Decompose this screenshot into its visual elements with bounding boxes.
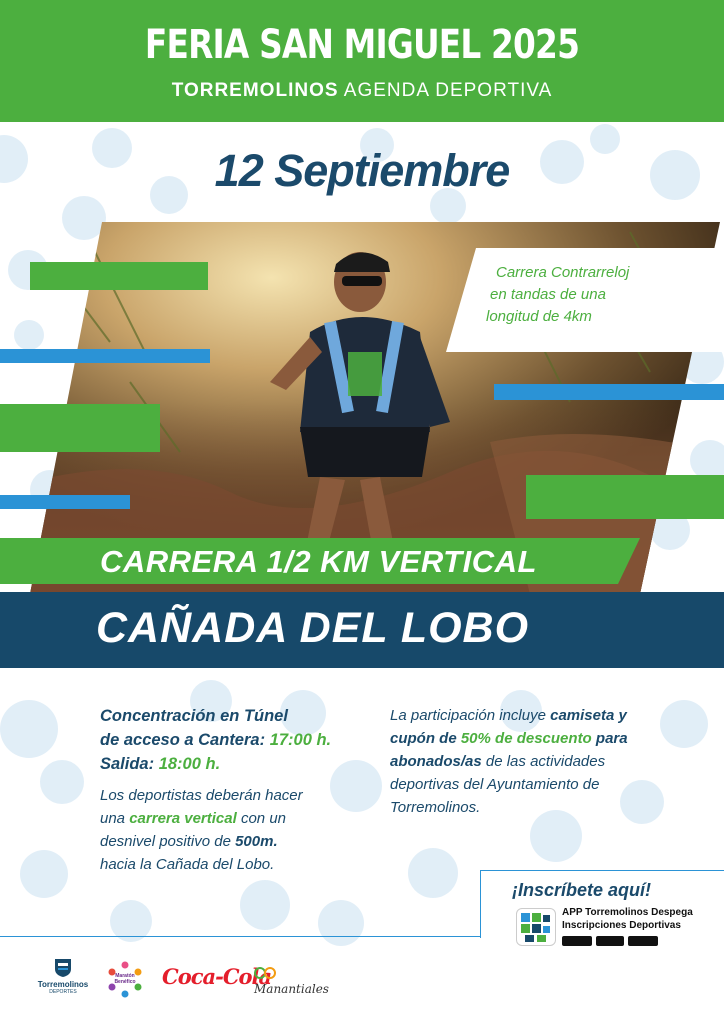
part-bold: abonados/as: [390, 753, 482, 770]
meeting-line-2: [100, 728, 380, 752]
part-bold: para: [595, 730, 628, 747]
signup-title[interactable]: ¡Inscríbete aquí!: [512, 880, 652, 900]
stripe-blue-2: [0, 495, 130, 509]
part-line-1: [390, 704, 690, 727]
meeting-schedule: [100, 704, 380, 776]
leaf-icon: [252, 964, 282, 982]
part-bold: cupón de: [390, 730, 457, 747]
torremolinos-logo-text: Torremolinos: [37, 980, 89, 989]
maraton-logo-text: Maratón Benéfico: [114, 973, 136, 985]
place-title: CAÑADA DEL LOBO: [96, 604, 530, 652]
event-title: FERIA SAN MIGUEL 2025: [144, 22, 580, 68]
app-logo-icon[interactable]: [516, 908, 556, 946]
part-line-2: [390, 727, 690, 750]
torremolinos-deportes-logo: [34, 958, 92, 995]
manantiales-logo: [252, 964, 329, 996]
desc-line-1: Los deportistas deberán hacer: [100, 787, 303, 804]
desc-line-2: [100, 807, 380, 830]
event-subtitle: [0, 80, 724, 102]
note-line-1: Carrera Contrarreloj: [496, 264, 630, 281]
coca-cola-logo: Coca-Cola: [162, 964, 272, 989]
participation-info: [390, 704, 690, 819]
race-description: [100, 784, 380, 876]
torremolinos-logo-sub: DEPORTES: [49, 989, 77, 995]
manantiales-logo-text: Manantiales: [254, 982, 329, 996]
part-text: de las actividades: [485, 753, 606, 770]
note-line-3: longitud de 4km: [486, 308, 592, 325]
part-line-3: [390, 750, 690, 773]
meeting-time: 17:00 h.: [269, 731, 332, 749]
app-store-badge[interactable]: [596, 936, 624, 946]
subtitle-city: TORREMOLINOS: [171, 80, 339, 101]
stripe-blue-1: [0, 349, 210, 363]
note-line-2: en tandas de una: [490, 286, 606, 303]
stripe-blue-3: [494, 384, 724, 400]
race-title: CARRERA 1/2 KM VERTICAL: [100, 544, 537, 579]
meeting-line-1: Concentración en Túnel: [100, 707, 288, 725]
event-date: 12 Septiembre: [214, 145, 510, 196]
start-time: 18:00 h.: [158, 755, 221, 773]
stripe-green-2: [0, 404, 160, 452]
stripe-green-1: [30, 262, 208, 290]
google-play-badge[interactable]: [562, 936, 592, 946]
stripe-green-3: [526, 475, 724, 519]
subtitle-agenda: AGENDA DEPORTIVA: [343, 80, 553, 101]
part-line-4: deportivas del Ayuntamiento de: [390, 776, 600, 793]
discount-highlight: 50% de descuento: [460, 730, 592, 747]
footer-divider: [0, 936, 480, 937]
desc-text: una: [100, 810, 126, 827]
part-text: La participación incluye: [390, 707, 546, 724]
desc-highlight: carrera vertical: [129, 810, 237, 827]
desc-text: con un: [240, 810, 287, 827]
app-name[interactable]: APP Torremolinos Despega: [562, 907, 693, 918]
meeting-place-label: de acceso a Cantera:: [100, 731, 266, 749]
part-line-5: Torremolinos.: [390, 799, 481, 816]
desc-line-3: [100, 830, 380, 853]
app-subtitle[interactable]: Inscripciones Deportivas: [562, 920, 681, 931]
race-format-note: [476, 262, 716, 328]
elevation-value: 500m.: [235, 833, 278, 850]
start-label: Salida:: [100, 755, 155, 773]
app-gallery-badge[interactable]: [628, 936, 658, 946]
meeting-line-3: [100, 752, 380, 776]
part-bold: camiseta y: [550, 707, 627, 724]
maraton-benefico-logo: [106, 960, 144, 998]
header-banner: [0, 0, 724, 122]
desc-text: desnivel positivo de: [100, 833, 231, 850]
shield-icon: [54, 958, 72, 978]
meeting-info: [100, 704, 380, 876]
desc-line-4: hacia la Cañada del Lobo.: [100, 856, 275, 873]
